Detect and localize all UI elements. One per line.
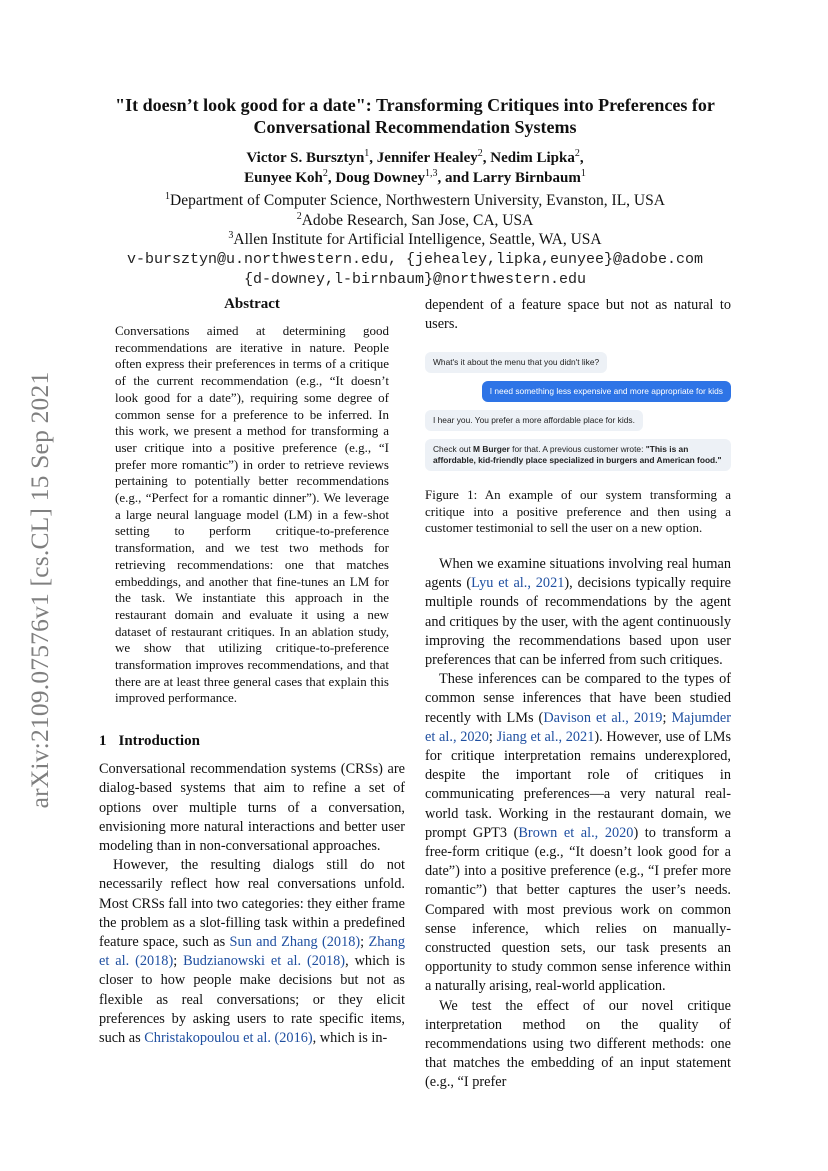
agent-message: What's it about the menu that you didn't like? — [425, 352, 607, 373]
abstract-body: Conversations aimed at determining good recommendations are iterative in nature. People often express their preferences in terms of a critique of the current recommendation (e.g., “It doesn’t look good for a date”), requiring some degree of common sense for a preference to be inferred. In this work, we present a method for transforming a user critique into a positive preference (e.g., “I prefer more romantic”) in order to retrieve reviews pertaining to potentially better recommendations (e.g., “Perfect for a romantic dinner”). We leverage a large neural language model (LM) in a few-shot setting to perform critique-to-preference transformation, and we test two methods for retrieving recommendations: one that matches embeddings, and another that fine-tunes an LM for the task. We instantiate this approach in the restaurant domain and evaluate it using a new dataset of restaurant critiques. In an ablation study, we show that utilizing critique-to-preference transformation improves recommendations, and that there are at least three general cases that explain this improved performance. — [115, 323, 389, 706]
left-column — [99, 296, 405, 1048]
user-message: I need something less expensive and more appropriate for kids — [482, 381, 731, 402]
intro-paragraph-continued: dependent of a feature space but not as natural to users. — [425, 297, 731, 333]
intro-paragraph: These inferences can be compared to the types of common sense inferences that have been studied recently with LMs (Davison et al., 2019; Majumder et al., 2020; Jiang et al., 2021). However, use of LMs for critique interpretation remains underexplored, despite the important role of critiques in communicating preferences—a very natural real-world task. Working in the restaurant domain, we prompt GPT3 (Brown et al., 2020) to transform a free-form critique (e.g., “It doesn’t look good for a date”) into a positive preference (e.g., “I prefer more romantic”) that better captures the user’s needs. Compared with most previous work on common sense inference, which relies on manually-constructed question sets, our task presents an opportunity to study common sense inference within a naturally arising, real-world application. — [425, 671, 732, 995]
section-heading: 1 Introduction — [99, 733, 200, 750]
affiliation-list — [100, 191, 730, 250]
chat-example — [425, 352, 731, 471]
intro-paragraph: When we examine situations involving real human agents (Lyu et al., 2021), decisions typically require multiple rounds of recommendations by the agent and critiques by the user, with the agent continuously improving the recommendations based upon user preferences that can be inferred from such critiques. — [425, 555, 732, 668]
email-line: {d-downey,l-birnbaum}@northwestern.edu — [243, 270, 587, 288]
citation-link[interactable]: Majumder et al., 2020 — [425, 709, 731, 745]
author: Doug Downey$^{1,3}$, and — [335, 168, 473, 186]
email-list — [95, 250, 735, 289]
author-list — [100, 148, 730, 188]
citation-link[interactable]: Zhang et al. (2018) — [99, 934, 405, 970]
agent-message: I hear you. You prefer a more affordable place for kids. — [425, 410, 643, 431]
citation-link[interactable]: Budzianowski et al. (2018) — [183, 953, 346, 970]
citation-link[interactable]: Lyu et al., 2021 — [471, 575, 565, 592]
citation-link[interactable]: Brown et al., 2020 — [518, 824, 634, 841]
intro-paragraph: Conversational recommendation systems (CRSs) are dialog-based systems that aim to refine a set of options over multiple turns of a conversation, envisioning more natural interactions and better user modeling than in non-conversational approaches. — [99, 761, 405, 854]
citation-link[interactable]: Jiang et al., 2021 — [496, 728, 595, 745]
citation-link[interactable]: Davison et al., 2019 — [543, 709, 663, 726]
paper-title: "It doesn’t look good for a date": Transforming Critiques into Preferences for Conversational Recommendation Systems — [115, 95, 715, 137]
intro-paragraph: We test the effect of our novel critique interpretation method on the quality of recommendations using two different methods: one that matches the embedding of an input statement (e.g., “I prefer — [425, 997, 731, 1091]
intro-paragraph: However, the resulting dialogs still do not necessarily reflect how real conversations unfold. Most CRSs fall into two categories: they either frame the problem as a slot-filling task within a predefined feature space, such as Sun and Zhang (2018); Zhang et al. (2018); Budzianowski et al. (2018), which is closer to how people make decisions but not as flexible as real conversations; or they elicit preferences by asking users to rate specific items, such as Christakopoulou et al. (2016), which is in- — [99, 857, 406, 1047]
figure-1 — [425, 352, 731, 537]
agent-recommendation-message: Check out M Burger for that. A previous customer wrote: "This is an affordable, kid-friendly place specialized in burgers and American food." — [425, 439, 731, 471]
author: Nedim Lipka$^2$, — [490, 148, 584, 166]
author: Eunyee Koh$^2$, — [244, 168, 336, 186]
arxiv-identifier: arXiv:2109.07576v1 [cs.CL] 15 Sep 2021 — [25, 371, 54, 809]
right-column — [425, 296, 731, 1093]
author: Larry Birnbaum$^1$ — [472, 168, 586, 186]
citation-link[interactable]: Christakopoulou et al. (2016) — [144, 1030, 313, 1047]
citation-link[interactable]: Sun and Zhang (2018) — [229, 934, 361, 950]
abstract-heading: Abstract — [224, 296, 280, 312]
affiliation: $^2$Adobe Research, San Jose, CA, USA — [296, 210, 534, 229]
author: Jennifer Healey$^2$, — [376, 148, 491, 166]
affiliation: $^1$Department of Computer Science, Northwestern University, Evanston, IL, USA — [165, 191, 665, 209]
affiliation: $^3$Allen Institute for Artificial Intelligence, Seattle, WA, USA — [228, 230, 602, 248]
email-line: v-bursztyn@u.northwestern.edu, {jehealey,lipka,eunyee}@adobe.com — [126, 251, 704, 268]
figure-caption: Figure 1: An example of our system transforming a critique into a positive preference and then using a customer testimonial to sell the user on a new option. — [425, 487, 731, 536]
author: Victor S. Bursztyn$^1$, — [246, 148, 377, 166]
